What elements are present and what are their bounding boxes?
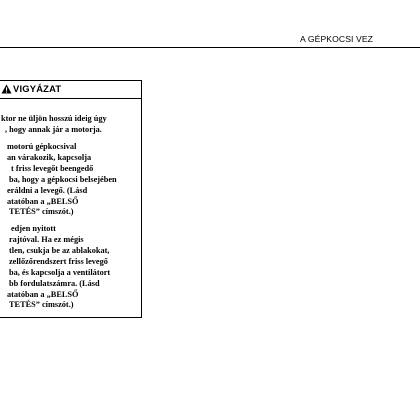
- warning-text-line: bb fordulatszámra. (Lásd: [9, 279, 100, 288]
- warning-title: VIGYÁZAT: [13, 83, 62, 94]
- warning-text-line: t friss levegőt beengedő: [11, 164, 94, 173]
- warning-text-line: an várakozik, kapcsolja: [7, 153, 92, 162]
- warning-text-line: tlen, csukja be az ablakokat,: [9, 246, 110, 255]
- warning-text-line: edjen nyitott: [11, 224, 56, 233]
- warning-text-line: ba, hogy a gépkocsi belsejében: [9, 175, 117, 184]
- warning-text-line: zellőzőrendszert friss levegő: [9, 257, 108, 266]
- warning-header: [0, 81, 141, 99]
- warning-text-line: TETÉS” címszót.): [9, 207, 74, 216]
- warning-text-line: TETÉS” címszót.): [9, 300, 74, 309]
- running-header-title: A GÉPKOCSI VEZ: [300, 34, 374, 44]
- header-rule: [0, 47, 420, 48]
- warning-triangle-icon: [1, 84, 12, 94]
- warning-text-line: ktor ne üljön hosszú ideig úgy: [1, 114, 107, 123]
- warning-text-line: , hogy annak jár a motorja.: [5, 125, 102, 134]
- warning-text-line: eráldni a levegő. (Lásd: [7, 186, 88, 195]
- warning-text-line: ba, és kapcsolja a ventilátort: [9, 268, 111, 277]
- warning-text-line: motorú gépkocsival: [7, 142, 77, 151]
- warning-box: [0, 80, 142, 318]
- warning-text-line: atatóban a „BELSŐ: [7, 290, 79, 299]
- warning-text-line: rajtóval. Ha ez mégis: [9, 235, 84, 244]
- warning-text-line: atatóban a „BELSŐ: [7, 197, 79, 206]
